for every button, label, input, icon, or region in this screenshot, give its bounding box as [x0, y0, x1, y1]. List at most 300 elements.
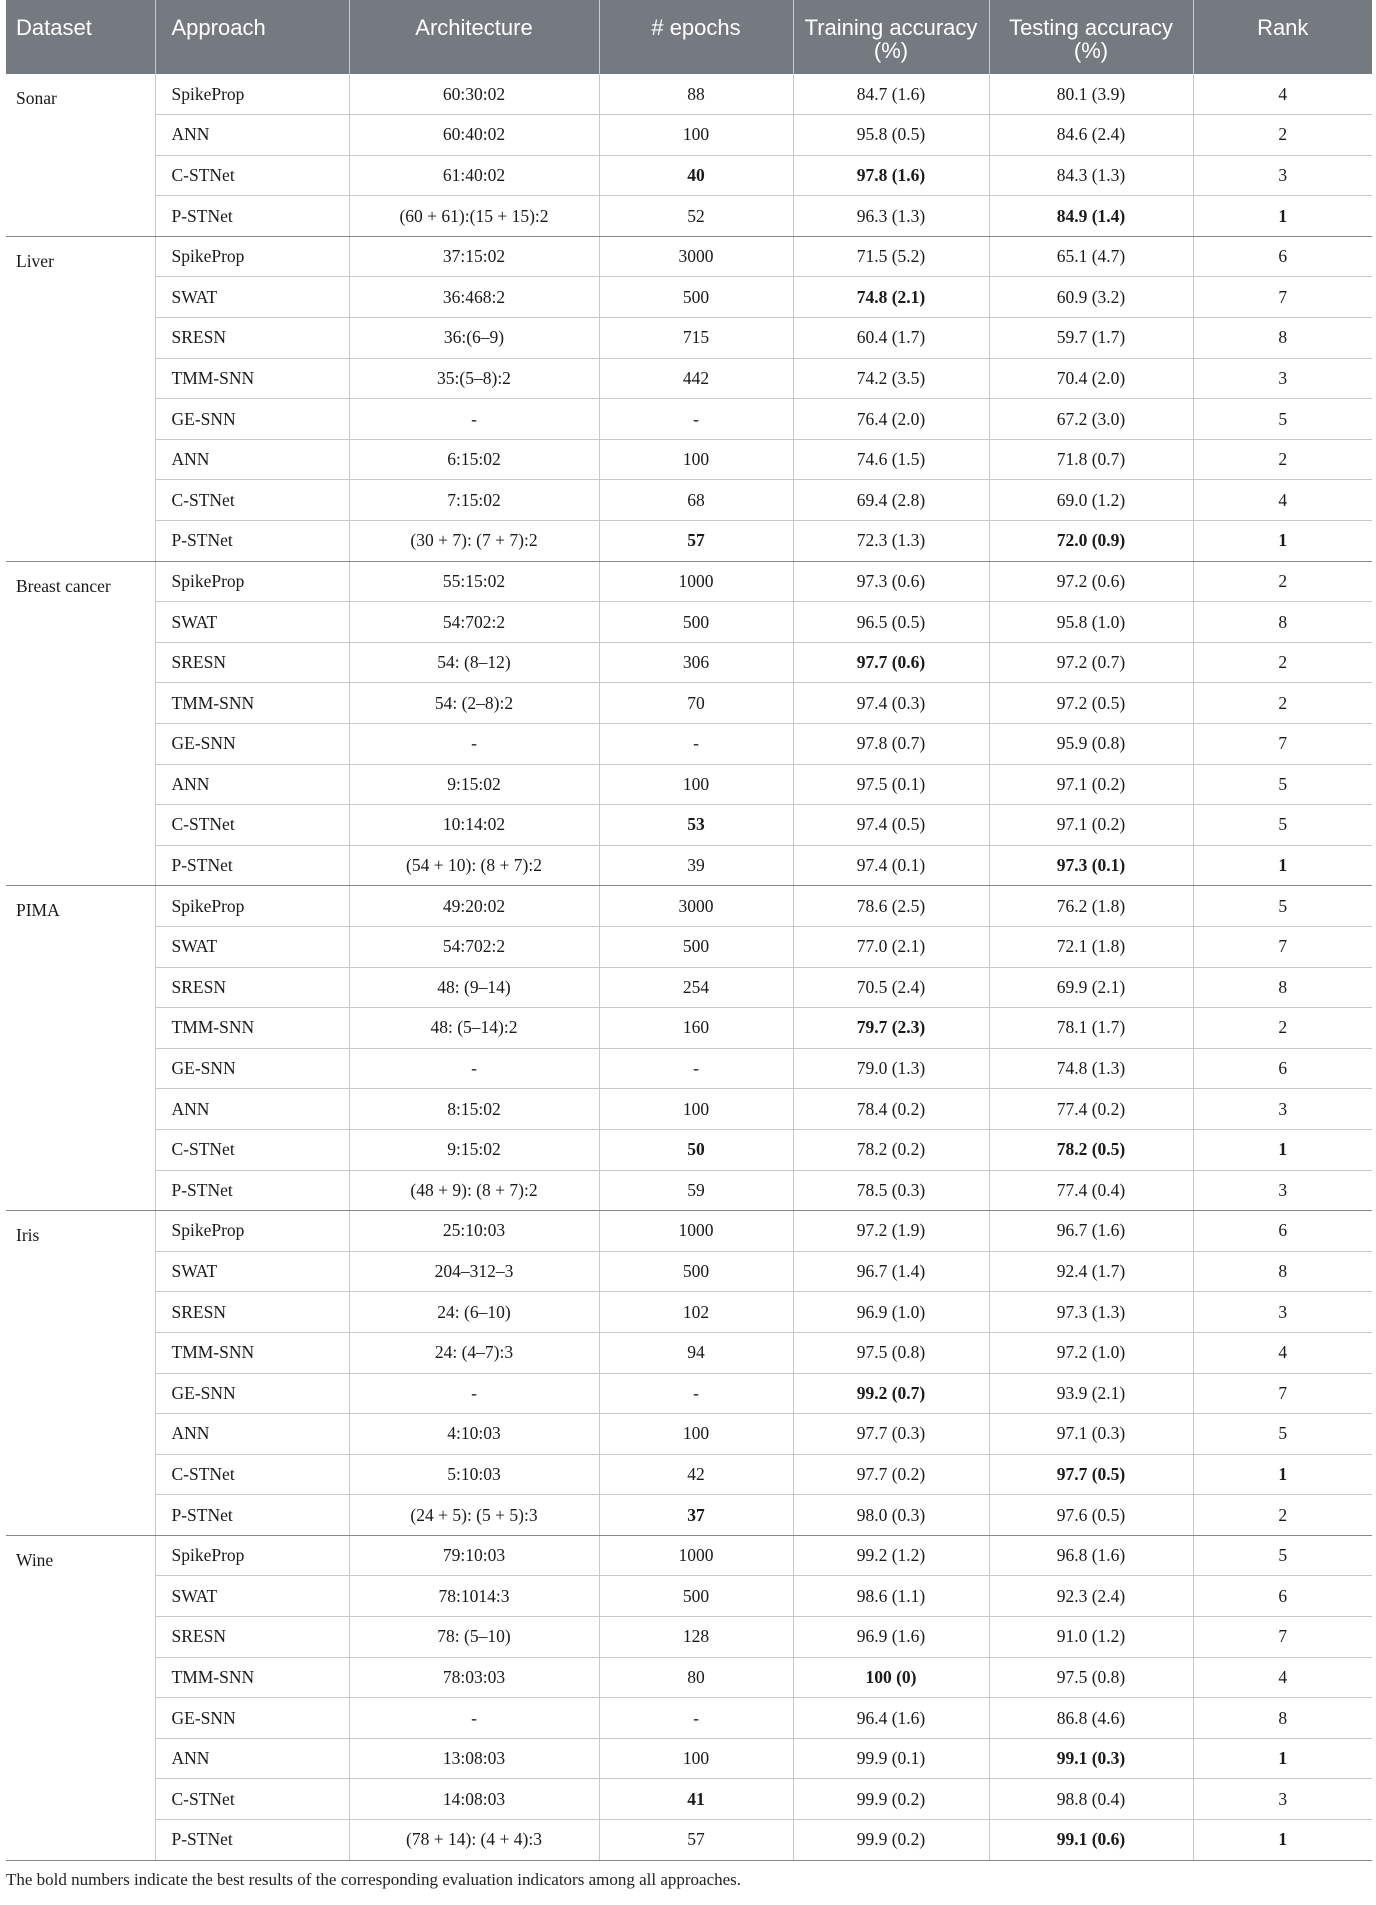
epochs-cell: -: [599, 399, 793, 440]
architecture-cell: -: [349, 1698, 599, 1739]
testing-accuracy-cell: 98.8 (0.4): [989, 1779, 1193, 1820]
approach-cell: SRESN: [155, 1292, 349, 1333]
training-accuracy-cell: 96.5 (0.5): [793, 602, 989, 643]
testing-accuracy-cell: 77.4 (0.4): [989, 1170, 1193, 1211]
epochs-cell: 40: [599, 155, 793, 196]
architecture-cell: 6:15:02: [349, 439, 599, 480]
architecture-cell: 36:468:2: [349, 277, 599, 318]
testing-accuracy-cell: 99.1 (0.3): [989, 1738, 1193, 1779]
training-accuracy-cell: 97.7 (0.2): [793, 1454, 989, 1495]
header-epochs: # epochs: [599, 0, 793, 74]
rank-cell: 1: [1193, 1129, 1372, 1170]
epochs-cell: 1000: [599, 561, 793, 602]
training-accuracy-cell: 96.9 (1.0): [793, 1292, 989, 1333]
epochs-cell: 39: [599, 845, 793, 886]
training-accuracy-cell: 99.9 (0.2): [793, 1820, 989, 1861]
training-accuracy-cell: 70.5 (2.4): [793, 967, 989, 1008]
epochs-cell: -: [599, 724, 793, 765]
testing-accuracy-cell: 95.9 (0.8): [989, 724, 1193, 765]
approach-cell: ANN: [155, 115, 349, 156]
approach-cell: ANN: [155, 439, 349, 480]
table-row: [6, 318, 1372, 359]
rank-cell: 8: [1193, 1698, 1372, 1739]
testing-accuracy-cell: 92.4 (1.7): [989, 1251, 1193, 1292]
approach-cell: P-STNet: [155, 1495, 349, 1536]
approach-cell: SWAT: [155, 1251, 349, 1292]
epochs-cell: 80: [599, 1657, 793, 1698]
epochs-cell: 94: [599, 1332, 793, 1373]
testing-accuracy-cell: 69.0 (1.2): [989, 480, 1193, 521]
results-table: [6, 0, 1372, 1861]
architecture-cell: 36:(6–9): [349, 318, 599, 359]
epochs-cell: 57: [599, 521, 793, 562]
training-accuracy-cell: 74.2 (3.5): [793, 358, 989, 399]
testing-accuracy-cell: 77.4 (0.2): [989, 1089, 1193, 1130]
epochs-cell: 100: [599, 764, 793, 805]
training-accuracy-cell: 96.9 (1.6): [793, 1617, 989, 1658]
rank-cell: 2: [1193, 642, 1372, 683]
architecture-cell: 9:15:02: [349, 1129, 599, 1170]
architecture-cell: 10:14:02: [349, 805, 599, 846]
architecture-cell: 35:(5–8):2: [349, 358, 599, 399]
epochs-cell: -: [599, 1698, 793, 1739]
testing-accuracy-cell: 97.1 (0.2): [989, 764, 1193, 805]
rank-cell: 6: [1193, 236, 1372, 277]
table-row: [6, 1779, 1372, 1820]
approach-cell: TMM-SNN: [155, 1657, 349, 1698]
rank-cell: 7: [1193, 724, 1372, 765]
header-testing-accuracy: Testing accuracy (%): [989, 0, 1193, 74]
training-accuracy-cell: 97.7 (0.6): [793, 642, 989, 683]
dataset-cell: Wine: [6, 1535, 155, 1860]
architecture-cell: 25:10:03: [349, 1211, 599, 1252]
epochs-cell: 500: [599, 926, 793, 967]
approach-cell: ANN: [155, 1738, 349, 1779]
testing-accuracy-cell: 84.9 (1.4): [989, 196, 1193, 237]
table-row: [6, 724, 1372, 765]
testing-accuracy-cell: 71.8 (0.7): [989, 439, 1193, 480]
testing-accuracy-cell: 69.9 (2.1): [989, 967, 1193, 1008]
epochs-cell: 70: [599, 683, 793, 724]
approach-cell: SWAT: [155, 1576, 349, 1617]
table-row: [6, 115, 1372, 156]
testing-accuracy-cell: 97.3 (1.3): [989, 1292, 1193, 1333]
testing-accuracy-cell: 97.7 (0.5): [989, 1454, 1193, 1495]
testing-accuracy-cell: 86.8 (4.6): [989, 1698, 1193, 1739]
training-accuracy-cell: 78.6 (2.5): [793, 886, 989, 927]
training-accuracy-cell: 78.2 (0.2): [793, 1129, 989, 1170]
rank-cell: 6: [1193, 1048, 1372, 1089]
testing-accuracy-cell: 97.2 (0.5): [989, 683, 1193, 724]
approach-cell: P-STNet: [155, 1820, 349, 1861]
table-row: [6, 1495, 1372, 1536]
rank-cell: 1: [1193, 196, 1372, 237]
architecture-cell: 54:702:2: [349, 602, 599, 643]
training-accuracy-cell: 79.7 (2.3): [793, 1008, 989, 1049]
header-dataset: Dataset: [6, 0, 155, 74]
training-accuracy-cell: 69.4 (2.8): [793, 480, 989, 521]
architecture-cell: 60:30:02: [349, 74, 599, 115]
approach-cell: SWAT: [155, 926, 349, 967]
epochs-cell: 442: [599, 358, 793, 399]
epochs-cell: 57: [599, 1820, 793, 1861]
architecture-cell: (54 + 10): (8 + 7):2: [349, 845, 599, 886]
table-row: [6, 926, 1372, 967]
dataset-cell: PIMA: [6, 886, 155, 1211]
architecture-cell: 9:15:02: [349, 764, 599, 805]
epochs-cell: 306: [599, 642, 793, 683]
epochs-cell: 100: [599, 115, 793, 156]
training-accuracy-cell: 99.9 (0.1): [793, 1738, 989, 1779]
architecture-cell: 54: (2–8):2: [349, 683, 599, 724]
approach-cell: TMM-SNN: [155, 358, 349, 399]
table-row: [6, 1657, 1372, 1698]
table-row: [6, 1698, 1372, 1739]
approach-cell: SpikeProp: [155, 1211, 349, 1252]
approach-cell: TMM-SNN: [155, 1008, 349, 1049]
epochs-cell: 100: [599, 1738, 793, 1779]
approach-cell: C-STNet: [155, 1129, 349, 1170]
table-row: [6, 1820, 1372, 1861]
rank-cell: 8: [1193, 602, 1372, 643]
architecture-cell: 48: (9–14): [349, 967, 599, 1008]
training-accuracy-cell: 74.6 (1.5): [793, 439, 989, 480]
rank-cell: 1: [1193, 845, 1372, 886]
table-row: [6, 1211, 1372, 1252]
dataset-cell: Breast cancer: [6, 561, 155, 886]
table-row: [6, 845, 1372, 886]
testing-accuracy-cell: 76.2 (1.8): [989, 886, 1193, 927]
testing-accuracy-cell: 72.1 (1.8): [989, 926, 1193, 967]
architecture-cell: 54:702:2: [349, 926, 599, 967]
rank-cell: 2: [1193, 1008, 1372, 1049]
training-accuracy-cell: 84.7 (1.6): [793, 74, 989, 115]
table-row: [6, 74, 1372, 115]
architecture-cell: (24 + 5): (5 + 5):3: [349, 1495, 599, 1536]
rank-cell: 3: [1193, 1170, 1372, 1211]
approach-cell: C-STNet: [155, 1454, 349, 1495]
rank-cell: 5: [1193, 1535, 1372, 1576]
approach-cell: SWAT: [155, 277, 349, 318]
testing-accuracy-cell: 65.1 (4.7): [989, 236, 1193, 277]
rank-cell: 4: [1193, 1657, 1372, 1698]
table-row: [6, 1129, 1372, 1170]
training-accuracy-cell: 96.3 (1.3): [793, 196, 989, 237]
testing-accuracy-cell: 84.6 (2.4): [989, 115, 1193, 156]
rank-cell: 3: [1193, 1089, 1372, 1130]
rank-cell: 1: [1193, 1820, 1372, 1861]
epochs-cell: 68: [599, 480, 793, 521]
table-row: [6, 196, 1372, 237]
table-header-row: [6, 0, 1372, 74]
architecture-cell: 78: (5–10): [349, 1617, 599, 1658]
architecture-cell: -: [349, 399, 599, 440]
approach-cell: SRESN: [155, 967, 349, 1008]
approach-cell: SRESN: [155, 1617, 349, 1658]
rank-cell: 7: [1193, 1373, 1372, 1414]
approach-cell: GE-SNN: [155, 1048, 349, 1089]
rank-cell: 5: [1193, 1414, 1372, 1455]
architecture-cell: 48: (5–14):2: [349, 1008, 599, 1049]
approach-cell: P-STNet: [155, 521, 349, 562]
approach-cell: TMM-SNN: [155, 683, 349, 724]
epochs-cell: 160: [599, 1008, 793, 1049]
testing-accuracy-cell: 91.0 (1.2): [989, 1617, 1193, 1658]
rank-cell: 7: [1193, 277, 1372, 318]
training-accuracy-cell: 97.7 (0.3): [793, 1414, 989, 1455]
epochs-cell: 59: [599, 1170, 793, 1211]
table-row: [6, 764, 1372, 805]
epochs-cell: 100: [599, 1089, 793, 1130]
table-row: [6, 1535, 1372, 1576]
table-row: [6, 1008, 1372, 1049]
testing-accuracy-cell: 97.3 (0.1): [989, 845, 1193, 886]
testing-accuracy-cell: 60.9 (3.2): [989, 277, 1193, 318]
rank-cell: 5: [1193, 764, 1372, 805]
rank-cell: 1: [1193, 521, 1372, 562]
approach-cell: ANN: [155, 1089, 349, 1130]
training-accuracy-cell: 99.2 (1.2): [793, 1535, 989, 1576]
table-row: [6, 805, 1372, 846]
testing-accuracy-cell: 96.8 (1.6): [989, 1535, 1193, 1576]
table-row: [6, 399, 1372, 440]
architecture-cell: 78:1014:3: [349, 1576, 599, 1617]
rank-cell: 5: [1193, 399, 1372, 440]
table-row: [6, 1292, 1372, 1333]
training-accuracy-cell: 72.3 (1.3): [793, 521, 989, 562]
table-row: [6, 1332, 1372, 1373]
rank-cell: 2: [1193, 439, 1372, 480]
table-row: [6, 1738, 1372, 1779]
table-row: [6, 277, 1372, 318]
epochs-cell: 37: [599, 1495, 793, 1536]
training-accuracy-cell: 97.3 (0.6): [793, 561, 989, 602]
epochs-cell: 53: [599, 805, 793, 846]
testing-accuracy-cell: 74.8 (1.3): [989, 1048, 1193, 1089]
table-row: [6, 602, 1372, 643]
table-row: [6, 1373, 1372, 1414]
epochs-cell: 3000: [599, 886, 793, 927]
epochs-cell: 1000: [599, 1535, 793, 1576]
table-row: [6, 1170, 1372, 1211]
rank-cell: 2: [1193, 561, 1372, 602]
approach-cell: GE-SNN: [155, 724, 349, 765]
training-accuracy-cell: 79.0 (1.3): [793, 1048, 989, 1089]
approach-cell: SpikeProp: [155, 236, 349, 277]
rank-cell: 4: [1193, 480, 1372, 521]
training-accuracy-cell: 97.4 (0.1): [793, 845, 989, 886]
architecture-cell: 79:10:03: [349, 1535, 599, 1576]
approach-cell: SWAT: [155, 602, 349, 643]
architecture-cell: 7:15:02: [349, 480, 599, 521]
epochs-cell: 254: [599, 967, 793, 1008]
architecture-cell: 61:40:02: [349, 155, 599, 196]
approach-cell: C-STNet: [155, 1779, 349, 1820]
rank-cell: 4: [1193, 74, 1372, 115]
training-accuracy-cell: 97.4 (0.3): [793, 683, 989, 724]
architecture-cell: -: [349, 1048, 599, 1089]
approach-cell: P-STNet: [155, 196, 349, 237]
testing-accuracy-cell: 72.0 (0.9): [989, 521, 1193, 562]
table-row: [6, 521, 1372, 562]
table-row: [6, 358, 1372, 399]
training-accuracy-cell: 97.8 (1.6): [793, 155, 989, 196]
table-row: [6, 1414, 1372, 1455]
epochs-cell: 42: [599, 1454, 793, 1495]
table-row: [6, 1048, 1372, 1089]
rank-cell: 1: [1193, 1738, 1372, 1779]
epochs-cell: 102: [599, 1292, 793, 1333]
table-row: [6, 1576, 1372, 1617]
training-accuracy-cell: 78.4 (0.2): [793, 1089, 989, 1130]
approach-cell: GE-SNN: [155, 399, 349, 440]
epochs-cell: 1000: [599, 1211, 793, 1252]
header-training-accuracy: Training accuracy (%): [793, 0, 989, 74]
architecture-cell: 55:15:02: [349, 561, 599, 602]
header-approach: Approach: [155, 0, 349, 74]
rank-cell: 3: [1193, 155, 1372, 196]
architecture-cell: 5:10:03: [349, 1454, 599, 1495]
table-row: [6, 886, 1372, 927]
approach-cell: C-STNet: [155, 155, 349, 196]
architecture-cell: -: [349, 724, 599, 765]
approach-cell: GE-SNN: [155, 1698, 349, 1739]
epochs-cell: 500: [599, 1251, 793, 1292]
testing-accuracy-cell: 97.2 (1.0): [989, 1332, 1193, 1373]
training-accuracy-cell: 98.0 (0.3): [793, 1495, 989, 1536]
testing-accuracy-cell: 80.1 (3.9): [989, 74, 1193, 115]
architecture-cell: (48 + 9): (8 + 7):2: [349, 1170, 599, 1211]
training-accuracy-cell: 97.4 (0.5): [793, 805, 989, 846]
approach-cell: SRESN: [155, 642, 349, 683]
rank-cell: 7: [1193, 1617, 1372, 1658]
training-accuracy-cell: 78.5 (0.3): [793, 1170, 989, 1211]
architecture-cell: 13:08:03: [349, 1738, 599, 1779]
architecture-cell: (60 + 61):(15 + 15):2: [349, 196, 599, 237]
testing-accuracy-cell: 59.7 (1.7): [989, 318, 1193, 359]
testing-accuracy-cell: 97.2 (0.6): [989, 561, 1193, 602]
dataset-cell: Liver: [6, 236, 155, 561]
testing-accuracy-cell: 70.4 (2.0): [989, 358, 1193, 399]
testing-accuracy-cell: 67.2 (3.0): [989, 399, 1193, 440]
testing-accuracy-cell: 84.3 (1.3): [989, 155, 1193, 196]
testing-accuracy-cell: 92.3 (2.4): [989, 1576, 1193, 1617]
approach-cell: C-STNet: [155, 805, 349, 846]
training-accuracy-cell: 96.7 (1.4): [793, 1251, 989, 1292]
architecture-cell: 37:15:02: [349, 236, 599, 277]
table-row: [6, 967, 1372, 1008]
testing-accuracy-cell: 97.5 (0.8): [989, 1657, 1193, 1698]
epochs-cell: 50: [599, 1129, 793, 1170]
approach-cell: TMM-SNN: [155, 1332, 349, 1373]
testing-accuracy-cell: 78.1 (1.7): [989, 1008, 1193, 1049]
table-row: [6, 1251, 1372, 1292]
rank-cell: 8: [1193, 1251, 1372, 1292]
rank-cell: 5: [1193, 886, 1372, 927]
rank-cell: 3: [1193, 1292, 1372, 1333]
epochs-cell: 41: [599, 1779, 793, 1820]
rank-cell: 8: [1193, 967, 1372, 1008]
rank-cell: 5: [1193, 805, 1372, 846]
approach-cell: ANN: [155, 1414, 349, 1455]
table-row: [6, 155, 1372, 196]
architecture-cell: 24: (6–10): [349, 1292, 599, 1333]
training-accuracy-cell: 76.4 (2.0): [793, 399, 989, 440]
training-accuracy-cell: 100 (0): [793, 1657, 989, 1698]
training-accuracy-cell: 96.4 (1.6): [793, 1698, 989, 1739]
rank-cell: 3: [1193, 358, 1372, 399]
architecture-cell: 24: (4–7):3: [349, 1332, 599, 1373]
epochs-cell: 128: [599, 1617, 793, 1658]
architecture-cell: 54: (8–12): [349, 642, 599, 683]
architecture-cell: (30 + 7): (7 + 7):2: [349, 521, 599, 562]
table-row: [6, 561, 1372, 602]
architecture-cell: (78 + 14): (4 + 4):3: [349, 1820, 599, 1861]
rank-cell: 1: [1193, 1454, 1372, 1495]
architecture-cell: 8:15:02: [349, 1089, 599, 1130]
testing-accuracy-cell: 96.7 (1.6): [989, 1211, 1193, 1252]
architecture-cell: 14:08:03: [349, 1779, 599, 1820]
training-accuracy-cell: 97.2 (1.9): [793, 1211, 989, 1252]
table-body: [6, 74, 1372, 1860]
epochs-cell: 88: [599, 74, 793, 115]
table-row: [6, 1454, 1372, 1495]
approach-cell: SpikeProp: [155, 1535, 349, 1576]
table-row: [6, 683, 1372, 724]
rank-cell: 2: [1193, 115, 1372, 156]
testing-accuracy-cell: 95.8 (1.0): [989, 602, 1193, 643]
header-architecture: Architecture: [349, 0, 599, 74]
training-accuracy-cell: 71.5 (5.2): [793, 236, 989, 277]
testing-accuracy-cell: 97.1 (0.2): [989, 805, 1193, 846]
architecture-cell: 60:40:02: [349, 115, 599, 156]
epochs-cell: 100: [599, 1414, 793, 1455]
testing-accuracy-cell: 99.1 (0.6): [989, 1820, 1193, 1861]
training-accuracy-cell: 97.5 (0.8): [793, 1332, 989, 1373]
approach-cell: P-STNet: [155, 845, 349, 886]
rank-cell: 8: [1193, 318, 1372, 359]
epochs-cell: 100: [599, 439, 793, 480]
rank-cell: 7: [1193, 926, 1372, 967]
table-row: [6, 1089, 1372, 1130]
training-accuracy-cell: 98.6 (1.1): [793, 1576, 989, 1617]
epochs-cell: -: [599, 1048, 793, 1089]
training-accuracy-cell: 99.9 (0.2): [793, 1779, 989, 1820]
training-accuracy-cell: 60.4 (1.7): [793, 318, 989, 359]
epochs-cell: 500: [599, 602, 793, 643]
training-accuracy-cell: 97.8 (0.7): [793, 724, 989, 765]
approach-cell: GE-SNN: [155, 1373, 349, 1414]
rank-cell: 2: [1193, 683, 1372, 724]
approach-cell: SpikeProp: [155, 74, 349, 115]
architecture-cell: 49:20:02: [349, 886, 599, 927]
testing-accuracy-cell: 97.6 (0.5): [989, 1495, 1193, 1536]
table-row: [6, 439, 1372, 480]
epochs-cell: 500: [599, 277, 793, 318]
epochs-cell: 3000: [599, 236, 793, 277]
epochs-cell: -: [599, 1373, 793, 1414]
header-rank: Rank: [1193, 0, 1372, 74]
rank-cell: 6: [1193, 1576, 1372, 1617]
epochs-cell: 500: [599, 1576, 793, 1617]
approach-cell: SpikeProp: [155, 561, 349, 602]
table-row: [6, 480, 1372, 521]
table-row: [6, 642, 1372, 683]
testing-accuracy-cell: 97.1 (0.3): [989, 1414, 1193, 1455]
rank-cell: 4: [1193, 1332, 1372, 1373]
approach-cell: C-STNet: [155, 480, 349, 521]
dataset-cell: Iris: [6, 1211, 155, 1536]
